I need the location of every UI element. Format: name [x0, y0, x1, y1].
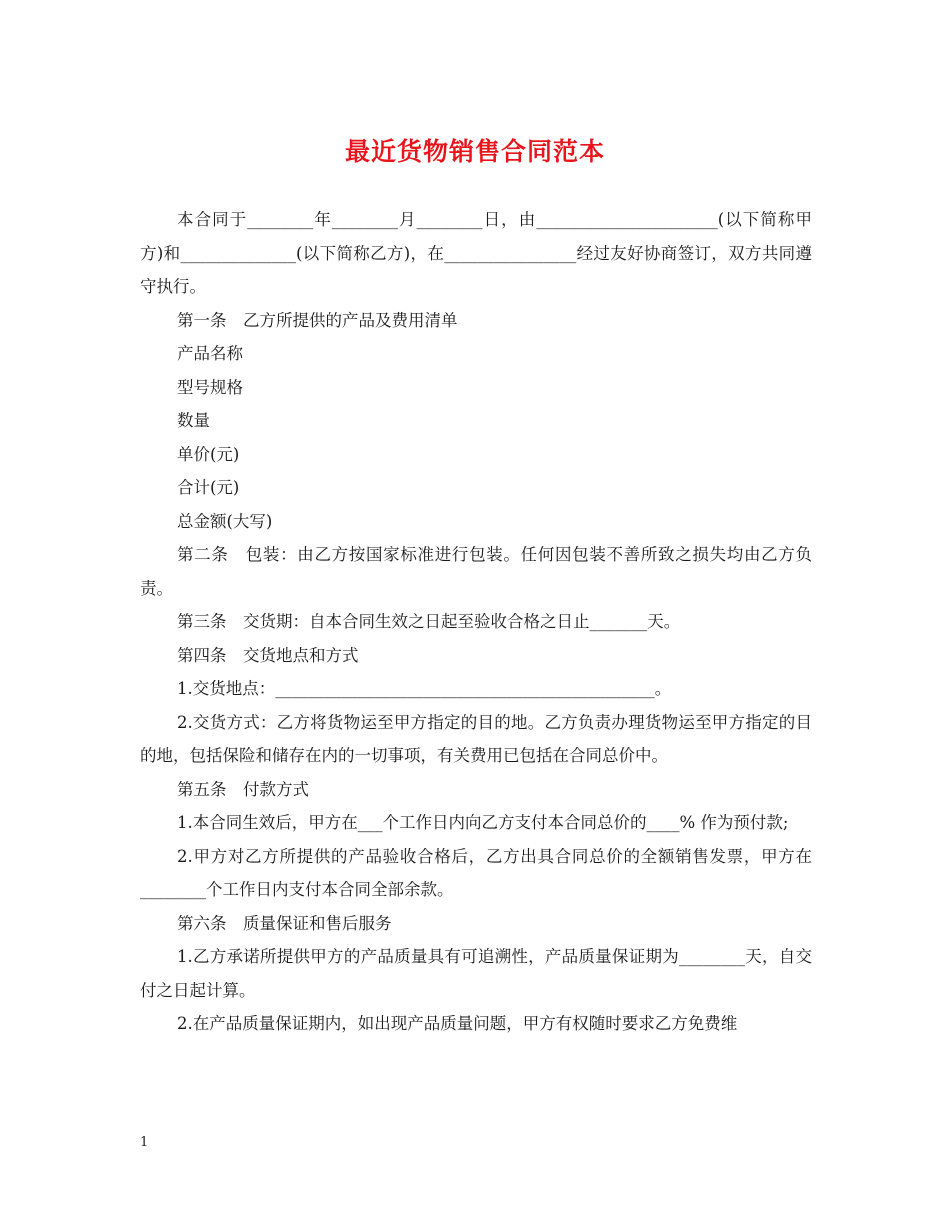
- paragraph: 第三条 交货期：自本合同生效之日起至验收合格之日止_______天。: [177, 612, 681, 631]
- paragraph: 1.交货地点：______________________________________________。: [177, 679, 672, 698]
- paragraph: 总金额(大写): [177, 511, 273, 531]
- paragraph: 2.交货方式：乙方将货物运至甲方指定的目的地。乙方负责办理货物运至甲方指定的目的地，包括保险和储存在内的一切事项，有关费用已包括在合同总价中。: [140, 712, 812, 765]
- paragraph: 产品名称: [177, 344, 243, 363]
- paragraph: 第二条 包装：由乙方按国家标准进行包装。任何因包装不善所致之损失均由乙方负责。: [140, 545, 812, 598]
- document-title: 最近货物销售合同范本: [344, 137, 605, 166]
- paragraph: 1.乙方承诺所提供甲方的产品质量具有可追溯性，产品质量保证期为________天，自交付之日起计算。: [140, 947, 812, 1000]
- paragraph: 2.甲方对乙方所提供的产品验收合格后，乙方出具合同总价的全额销售发票，甲方在________个工作日内支付本合同全部余款。: [140, 846, 812, 899]
- paragraph: 第一条 乙方所提供的产品及费用清单: [177, 310, 458, 330]
- document-body: [140, 203, 812, 1041]
- paragraph: 单价(元): [177, 444, 240, 464]
- paragraph: 数量: [177, 411, 210, 430]
- page-number: 1: [140, 1135, 149, 1150]
- paragraph: 2.在产品质量保证期内，如出现产品质量问题，甲方有权随时要求乙方免费维: [177, 1014, 738, 1033]
- paragraph: 1.本合同生效后，甲方在___个工作日内向乙方支付本合同总价的____% 作为预付款;: [177, 813, 789, 832]
- paragraph: 合计(元): [177, 478, 240, 497]
- paragraph: 型号规格: [177, 377, 243, 397]
- paragraph: 第五条 付款方式: [177, 779, 309, 799]
- paragraph: 第四条 交货地点和方式: [177, 645, 359, 665]
- paragraph: 本合同于________年________月________日，由______________________(以下简称甲方)和______________(以下简称乙方)，在________________经过友好协商签订，双方共同遵守执行。: [140, 210, 812, 296]
- paragraph: 第六条 质量保证和售后服务: [177, 913, 392, 933]
